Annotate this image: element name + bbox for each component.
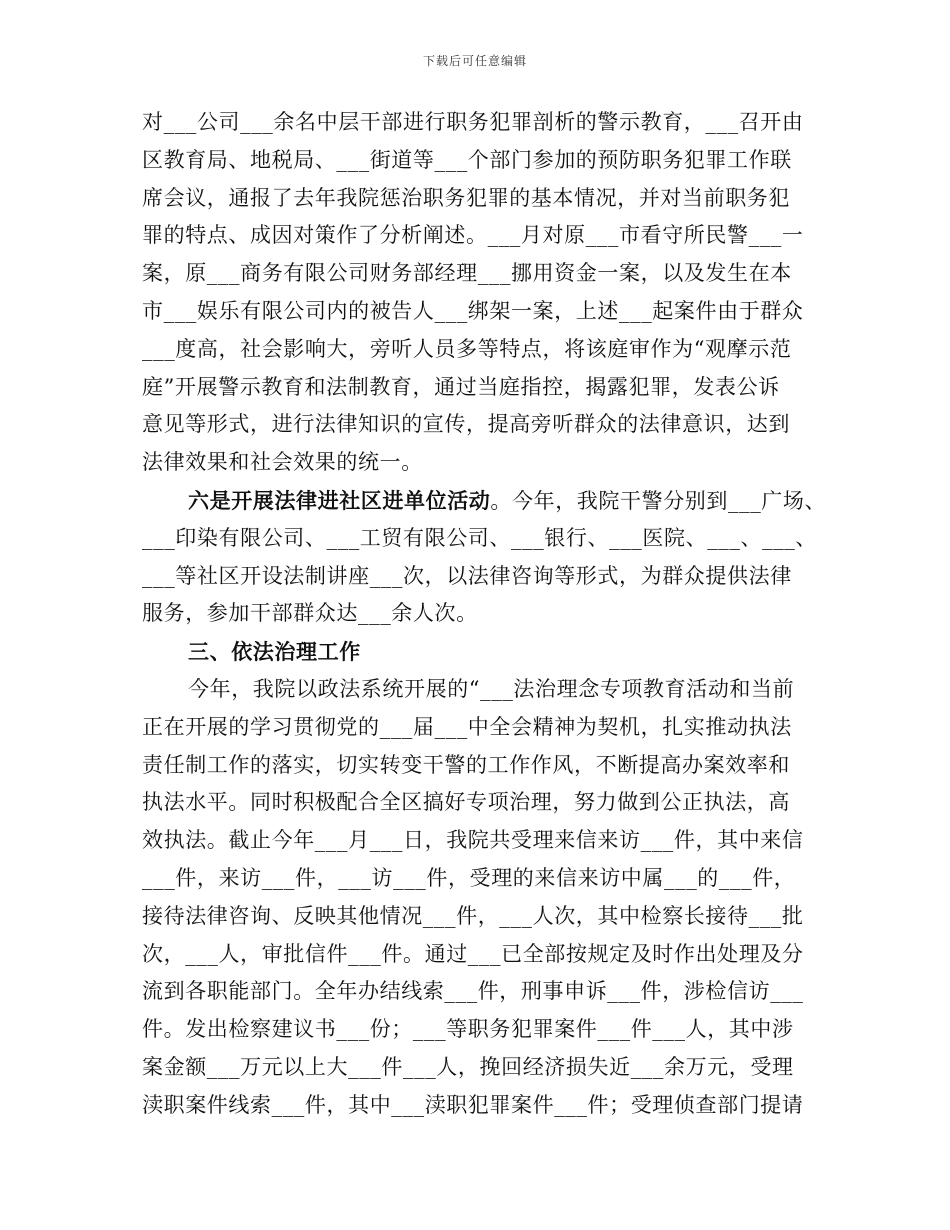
line-text: 次，___人，审批信件___件。通过___已全部按规定及时作出处理及分 bbox=[142, 941, 804, 966]
text-line bbox=[142, 1011, 822, 1049]
text-line bbox=[142, 747, 822, 785]
text-line bbox=[142, 369, 822, 407]
text-line bbox=[142, 255, 822, 293]
text-line bbox=[142, 822, 822, 860]
line-text: 渎职案件线索___件，其中___渎职犯罪案件___件；受理侦查部门提请 bbox=[142, 1092, 804, 1117]
bold-heading: 三、依法治理工作 bbox=[188, 639, 361, 665]
text-line bbox=[142, 671, 822, 709]
document-body bbox=[142, 104, 827, 1125]
text-line bbox=[142, 784, 822, 822]
text-line bbox=[142, 444, 822, 482]
line-text: 案金额___万元以上大___件___人，挽回经济损失近___余万元，受理 bbox=[142, 1054, 794, 1079]
text-line bbox=[142, 973, 822, 1011]
line-text: ___印染有限公司、___工贸有限公司、___银行、___医院、___、___、 bbox=[142, 525, 817, 550]
line-text: ___件，来访___件，___访___件，受理的来信来访中属___的___件， bbox=[142, 865, 796, 890]
text-line bbox=[142, 104, 822, 142]
text-line bbox=[142, 406, 822, 444]
line-text: 流到各职能部门。全年办结线索___件，刑事申诉___件，涉检信访___ bbox=[142, 979, 804, 1004]
text-line bbox=[142, 595, 822, 633]
line-text: 责任制工作的落实，切实转变干警的工作作风，不断提高办案效率和 bbox=[142, 752, 790, 777]
line-text: 件。发出检察建议书___份；___等职务犯罪案件___件___人，其中涉 bbox=[142, 1017, 794, 1042]
text-line bbox=[142, 142, 822, 180]
text-line bbox=[142, 860, 822, 898]
text-line bbox=[142, 331, 822, 369]
line-text: 案，原___商务有限公司财务部经理___挪用资金一案，以及发生在本 bbox=[142, 261, 792, 286]
line-text: 接待法律咨询、反映其他情况___件，___人次，其中检察长接待___批 bbox=[142, 903, 804, 928]
line-text: 意见等形式，进行法律知识的宣传，提高旁听群众的法律意识，达到 bbox=[142, 412, 790, 437]
line-text: 区教育局、地税局、___街道等___个部门参加的预防职务犯罪工作联 bbox=[142, 147, 792, 172]
page-header: 下载后可任意编辑 bbox=[422, 54, 527, 68]
line-text: ___度高，社会影响大，旁听人员多等特点，将该庭审作为“观摩示范 bbox=[142, 336, 792, 361]
line-text: 法律效果和社会效果的统一。 bbox=[142, 450, 423, 475]
line-text: 市___娱乐有限公司内的被告人___绑架一案，上述___起案件由于群众 bbox=[142, 298, 804, 323]
line-text: 效执法。截止今年___月___日，我院共受理来信来访___件，其中来信 bbox=[142, 828, 804, 853]
text-line bbox=[142, 1049, 822, 1087]
line-text: 席会议，通报了去年我院惩治职务犯罪的基本情况，并对当前职务犯 bbox=[142, 185, 790, 210]
text-line bbox=[142, 180, 822, 218]
text-line bbox=[142, 1087, 822, 1125]
line-text: ___等社区开设法制讲座___次，以法律咨询等形式，为群众提供法律 bbox=[142, 563, 792, 588]
line-text: 正在开展的学习贯彻党的___届___中全会精神为契机，扎实推动执法 bbox=[142, 714, 792, 739]
line-text: 执法水平。同时积极配合全区搞好专项治理，努力做到公正执法，高 bbox=[142, 790, 790, 815]
text-line bbox=[142, 558, 822, 596]
text-line bbox=[142, 482, 827, 520]
line-text: 对___公司___余名中层干部进行职务犯罪剖析的警示教育，___召开由 bbox=[142, 110, 804, 134]
text-line bbox=[142, 520, 822, 558]
text-line bbox=[142, 709, 822, 747]
bold-heading: 六是开展法律进社区进单位活动 bbox=[188, 487, 491, 513]
line-text: 。今年，我院干警分别到___广场、 bbox=[490, 488, 827, 513]
line-text: 服务，参加干部群众达___余人次。 bbox=[142, 601, 478, 626]
line-text: 今年，我院以政法系统开展的“___法治理念专项教育活动和当前 bbox=[188, 676, 795, 701]
text-line bbox=[142, 936, 822, 974]
text-line bbox=[142, 898, 822, 936]
text-line bbox=[142, 293, 822, 331]
text-line bbox=[142, 633, 822, 671]
line-text: 庭”开展警示教育和法制教育，通过当庭指控，揭露犯罪，发表公诉 bbox=[142, 374, 780, 399]
line-text: 罪的特点、成因对策作了分析阐述。___月对原___市看守所民警___一 bbox=[142, 223, 804, 248]
text-line bbox=[142, 217, 822, 255]
